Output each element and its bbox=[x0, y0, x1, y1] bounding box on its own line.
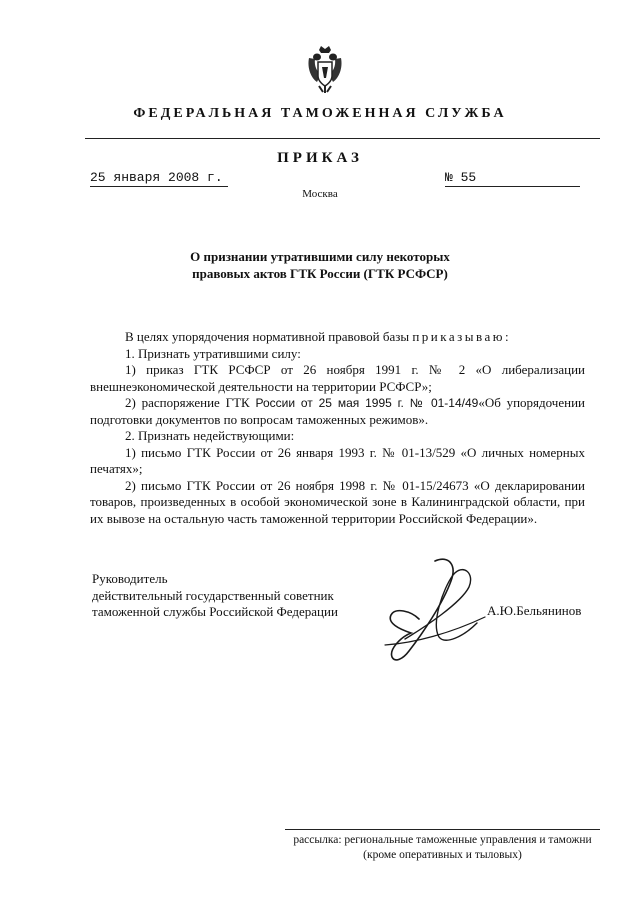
order-number: № 55 bbox=[445, 170, 580, 187]
distribution-line-2: (кроме оперативных и тыловых) bbox=[363, 849, 522, 861]
order-city: Москва bbox=[302, 188, 338, 200]
header-divider bbox=[85, 138, 600, 139]
signatory-line-3: таможенной службы Российской Федерации bbox=[92, 604, 338, 619]
item-1-heading: 1. Признать утратившими силу: bbox=[125, 345, 301, 361]
document-body bbox=[90, 329, 585, 527]
item-2-heading: 2. Признать недействующими: bbox=[125, 428, 295, 443]
intro-text: В целях упорядочения нормативной правовой базы bbox=[125, 329, 410, 344]
item-1-2 bbox=[90, 395, 585, 428]
signatory-line-1: Руководитель bbox=[92, 571, 168, 586]
title-line-2: правовых актов ГТК России (ГТК РСФСР) bbox=[192, 266, 448, 281]
document-title bbox=[140, 248, 500, 282]
distribution-line-1: рассылка: региональные таможенные управления и таможни bbox=[293, 834, 592, 846]
item-2-1: 1) письмо ГТК России от 26 января 1993 г. № 01-13/529 «О личных номерных печатях»; bbox=[90, 444, 585, 476]
item-1-2-end: «Об упорядочении подготовки документов по вопросам таможенных режимов». bbox=[90, 395, 585, 427]
signatory-position bbox=[92, 571, 338, 621]
distribution-divider bbox=[285, 829, 600, 830]
document-type: ПРИКАЗ bbox=[277, 150, 363, 166]
intro-paragraph bbox=[90, 329, 585, 346]
order-word: приказываю: bbox=[412, 329, 512, 344]
item-1-2-start: 2) распоряжение ГТК bbox=[125, 395, 250, 410]
title-line-1: О признании утратившими силу некоторых bbox=[190, 249, 450, 264]
item-1-2-stamp: России от 25 мая 1995 г. № 01-14/49 bbox=[255, 396, 479, 410]
item-2-2: 2) письмо ГТК России от 26 ноября 1998 г. № 01-15/24673 «О декларировании товаров, произведенных в особой экономической зоне в Калининградской области, при их вывозе на остальную часть таможенной территории Российской Федерации». bbox=[90, 477, 585, 526]
signer-name: А.Ю.Бельянинов bbox=[487, 603, 582, 618]
distribution-list bbox=[285, 833, 600, 863]
signatory-line-2: действительный государственный советник bbox=[92, 587, 334, 603]
double-headed-eagle-icon bbox=[305, 44, 345, 94]
order-date: 25 января 2008 г. bbox=[90, 170, 228, 187]
agency-name: ФЕДЕРАЛЬНАЯ ТАМОЖЕННАЯ СЛУЖБА bbox=[133, 106, 507, 121]
item-1-1: 1) приказ ГТК РСФСР от 26 ноября 1991 г. № 2 «О либерализации внешнеэкономической деятельности на территории РСФСР»; bbox=[90, 362, 585, 394]
